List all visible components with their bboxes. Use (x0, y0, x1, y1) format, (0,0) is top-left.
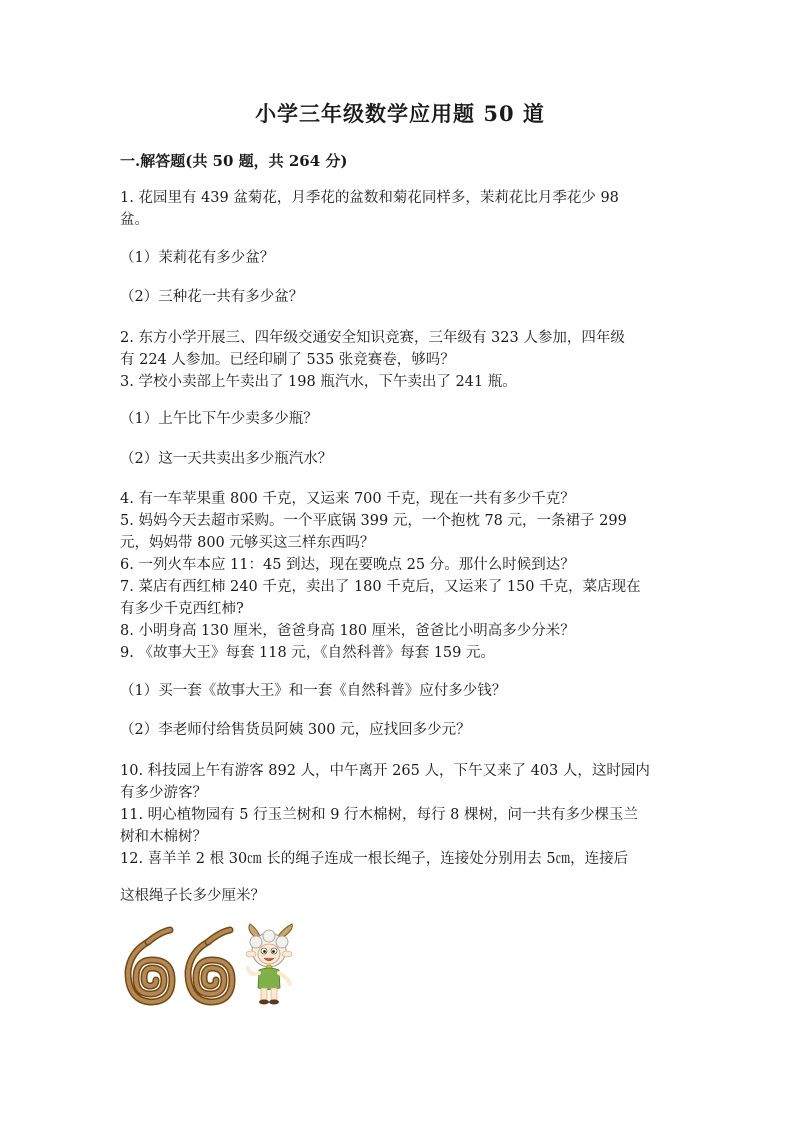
question-line: 有多少游客？ (120, 785, 207, 801)
rope-coil-icon (188, 930, 232, 1002)
rope-figure (120, 922, 320, 1012)
question-line: 7. 菜店有西红柿 240 千克，卖出了 180 千克后，又运来了 150 千克，菜店现在 (120, 579, 641, 595)
question-line: 9. 《故事大王》每套 118 元，《自然科普》每套 159 元。 (120, 645, 495, 661)
sub-question: （1）上午比下午少卖多少瓶？ (120, 411, 318, 427)
page-title: 小学三年级数学应用题 50 道 (255, 101, 545, 126)
question-line: 10. 科技园上午有游客 892 人，中午离开 265 人，下午又来了 403 人，这时园内 (120, 763, 650, 779)
question-line: 6. 一列火车本应 11：45 到达，现在要晚点 25 分。那什么时候到达？ (120, 557, 575, 573)
question-line: 盆。 (120, 212, 149, 228)
question-line: 11. 明心植物园有 5 行玉兰树和 9 行木棉树，每行 8 棵树，问一共有多少棵玉兰 (120, 807, 638, 823)
question-line: 5. 妈妈今天去超市采购。一个平底锅 399 元，一个抱枕 78 元，一条裙子 299 (120, 513, 627, 529)
question-line: 这根绳子长多少厘米？ (120, 888, 265, 904)
question-line: 树和木棉树？ (120, 829, 207, 845)
sub-question: （1）买一套《故事大王》和一套《自然科普》应付多少钱？ (120, 683, 507, 699)
question-line: 元，妈妈带 800 元够买这三样东西吗？ (120, 535, 375, 551)
rope-coil-icon (128, 930, 172, 1002)
sub-question: （2）三种花一共有多少盆？ (120, 289, 304, 305)
goat-character-icon (246, 924, 292, 1005)
question-line: 2. 东方小学开展三、四年级交通安全知识竞赛，三年级有 323 人参加，四年级 (120, 330, 625, 346)
sub-question: （2）这一天共卖出多少瓶汽水？ (120, 451, 333, 467)
sub-question: （2）李老师付给售货员阿姨 300 元，应找回多少元？ (120, 722, 471, 738)
question-line: 有多少千克西红柿? (120, 601, 244, 617)
sub-question: （1）茉莉花有多少盆？ (120, 250, 275, 266)
question-line: 1. 花园里有 439 盆菊花，月季花的盆数和菊花同样多，茉莉花比月季花少 98 (120, 190, 619, 206)
question-line: 12. 喜羊羊 2 根 30㎝ 长的绳子连成一根长绳子，连接处分别用去 5㎝，连接后 (120, 851, 629, 867)
question-line: 8. 小明身高 130 厘米，爸爸身高 180 厘米，爸爸比小明高多少分米？ (120, 623, 575, 639)
section-heading: 一.解答题(共 50 题，共 264 分) (120, 152, 348, 170)
question-line: 4. 有一车苹果重 800 千克，又运来 700 千克，现在一共有多少千克？ (120, 491, 575, 507)
question-line: 有 224 人参加。已经印刷了 535 张竞赛卷，够吗？ (120, 352, 455, 368)
question-line: 3. 学校小卖部上午卖出了 198 瓶汽水，下午卖出了 241 瓶。 (120, 374, 517, 390)
rope-illustration (120, 922, 320, 1012)
